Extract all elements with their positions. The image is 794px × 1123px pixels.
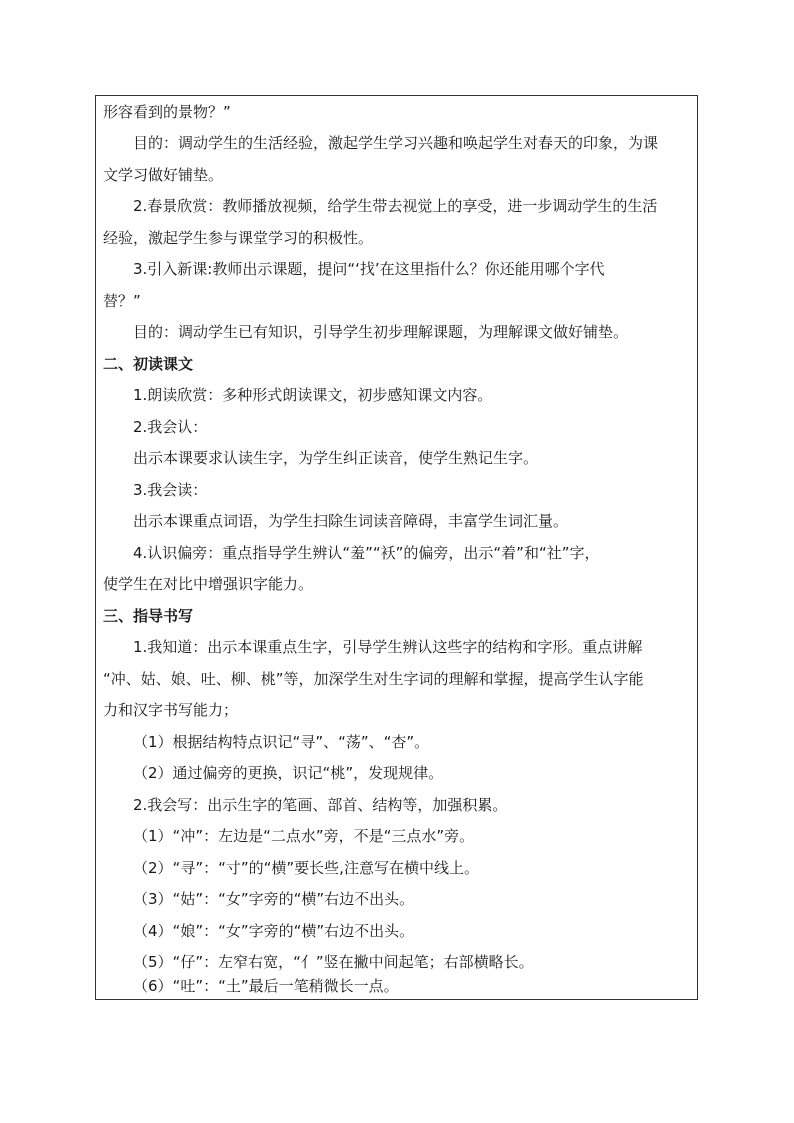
text-line: 目的：调动学生的生活经验，激起学生学习兴趣和唤起学生对春天的印象，为课	[133, 134, 659, 152]
text-line: 3.引入新课:教师出示课题，提问“‘找’在这里指什么？你还能用哪个字代	[133, 260, 605, 278]
text-line: 出示本课要求认读生字，为学生纠正读音，使学生熟记生字。	[133, 449, 539, 467]
text-line: 出示本课重点词语，为学生扫除生词读音障碍，丰富学生词汇量。	[133, 512, 569, 530]
text-line: （4）“娘”：“女”字旁的“横”右边不出头。	[133, 922, 415, 940]
lesson-table-cell	[95, 95, 698, 1000]
text-line: 经验，激起学生参与课堂学习的积极性。	[103, 229, 374, 247]
text-line: （3）“姑”：“女”字旁的“横”右边不出头。	[133, 890, 415, 908]
text-line: 2.春景欣赏：教师播放视频，给学生带去视觉上的享受，进一步调动学生的生活	[133, 197, 658, 215]
text-line: 2.我会认：	[133, 418, 208, 436]
text-line: 力和汉字书写能力；	[103, 701, 239, 719]
text-line: 替？”	[103, 292, 141, 310]
text-line: （2）通过偏旁的更换，识记“桃”，发现规律。	[133, 764, 444, 782]
section-heading: 二、初读课文	[103, 355, 194, 373]
text-line: 1.朗读欣赏：多种形式朗读课文，初步感知课文内容。	[133, 386, 493, 404]
text-line: 1.我知道：出示本课重点生字，引导学生辨认这些字的结构和字形。重点讲解	[133, 638, 643, 656]
text-line: 4.认识偏旁：重点指导学生辨认“羞”“袄”的偏旁，出示“着”和“社”字，	[133, 544, 600, 562]
text-line: （6）“吐”：“土”最后一笔稍微长一点。	[133, 977, 399, 995]
text-line: 目的：调动学生已有知识，引导学生初步理解课题，为理解课文做好铺垫。	[133, 323, 629, 341]
text-line: 形容看到的景物？”	[103, 103, 231, 121]
section-heading: 三、指导书写	[103, 607, 194, 625]
text-line: 3.我会读：	[133, 481, 208, 499]
text-line: （5）“仔”：左窄右宽，“亻”竖在撇中间起笔；右部横略长。	[133, 953, 534, 971]
text-line: 2.我会写：出示生字的笔画、部首、结构等，加强积累。	[133, 796, 508, 814]
text-line: （2）“寻”：“寸”的“横”要长些,注意写在横中线上。	[133, 859, 479, 877]
text-line: 使学生在对比中增强识字能力。	[103, 575, 314, 593]
text-line: （1）根据结构特点识记“寻”、“荡”、“杏”。	[133, 733, 430, 751]
text-line: “冲、姑、娘、吐、柳、桃”等，加深学生对生字词的理解和掌握，提高学生认字能	[103, 670, 644, 688]
text-line: （1）“冲”：左边是“二点水”旁，不是“三点水”旁。	[133, 827, 475, 845]
text-line: 文学习做好铺垫。	[103, 166, 224, 184]
